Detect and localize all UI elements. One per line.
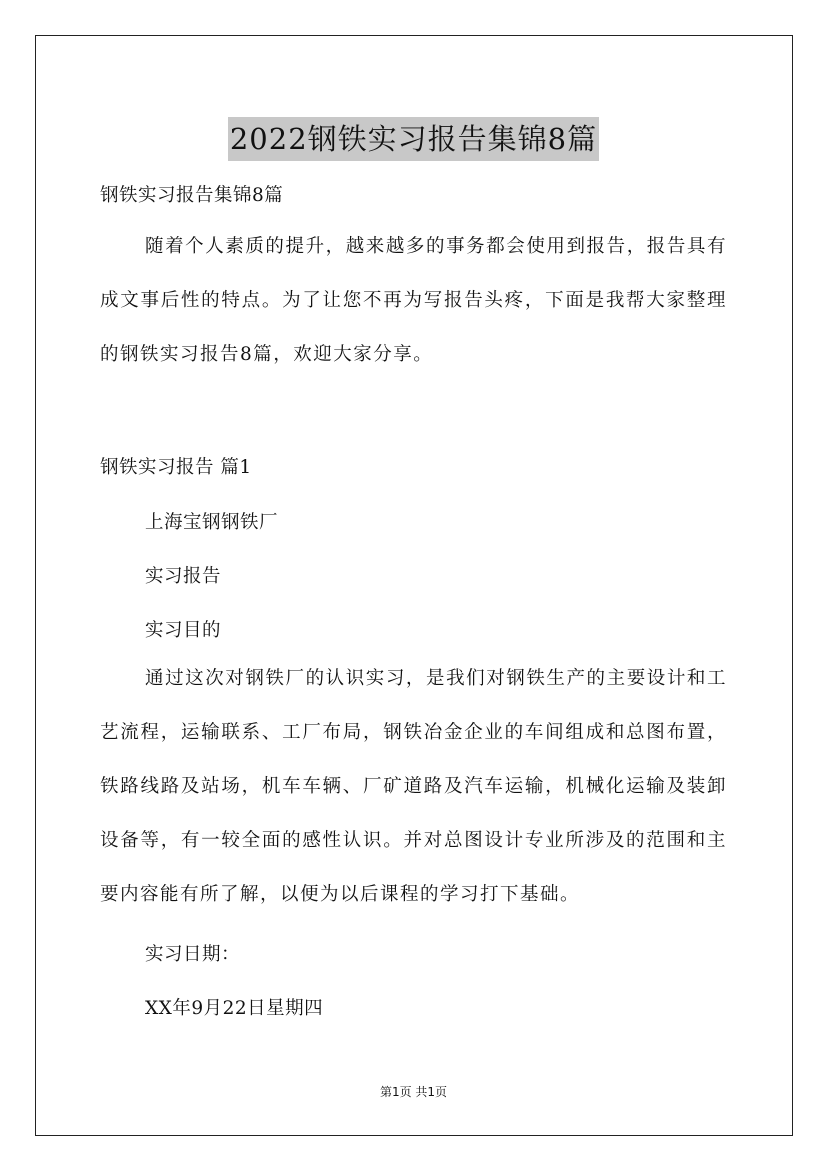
intro-paragraph: 随着个人素质的提升，越来越多的事务都会使用到报告，报告具有成文事后性的特点。为了让您不再为写报告头疼，下面是我帮大家整理的钢铁实习报告8篇，欢迎大家分享。 [100, 236, 727, 365]
page-footer: 第1页 共1页 [379, 1085, 448, 1099]
document-subtitle: 钢铁实习报告集锦8篇 [100, 185, 284, 206]
report-label: 实习报告 [145, 566, 222, 587]
date-heading: 实习日期： [145, 944, 241, 965]
section-heading: 钢铁实习报告 篇1 [100, 457, 252, 478]
document-title: 2022钢铁实习报告集锦8篇 [228, 117, 599, 161]
date-value: XX年9月22日星期四 [145, 998, 324, 1019]
purpose-paragraph: 通过这次对钢铁厂的认识实习，是我们对钢铁生产的主要设计和工艺流程，运输联系、工厂布局，钢铁冶金企业的车间组成和总图布置，铁路线路及站场，机车车辆、厂矿道路及汽车运输，机械化运输及装卸设备等，有一较全面的感性认识。并对总图设计专业所涉及的范围和主要内容能有所了解，以便为以后课程的学习打下基础。 [100, 668, 727, 905]
company-name: 上海宝钢钢铁厂 [145, 512, 279, 533]
purpose-heading: 实习目的 [145, 620, 222, 641]
